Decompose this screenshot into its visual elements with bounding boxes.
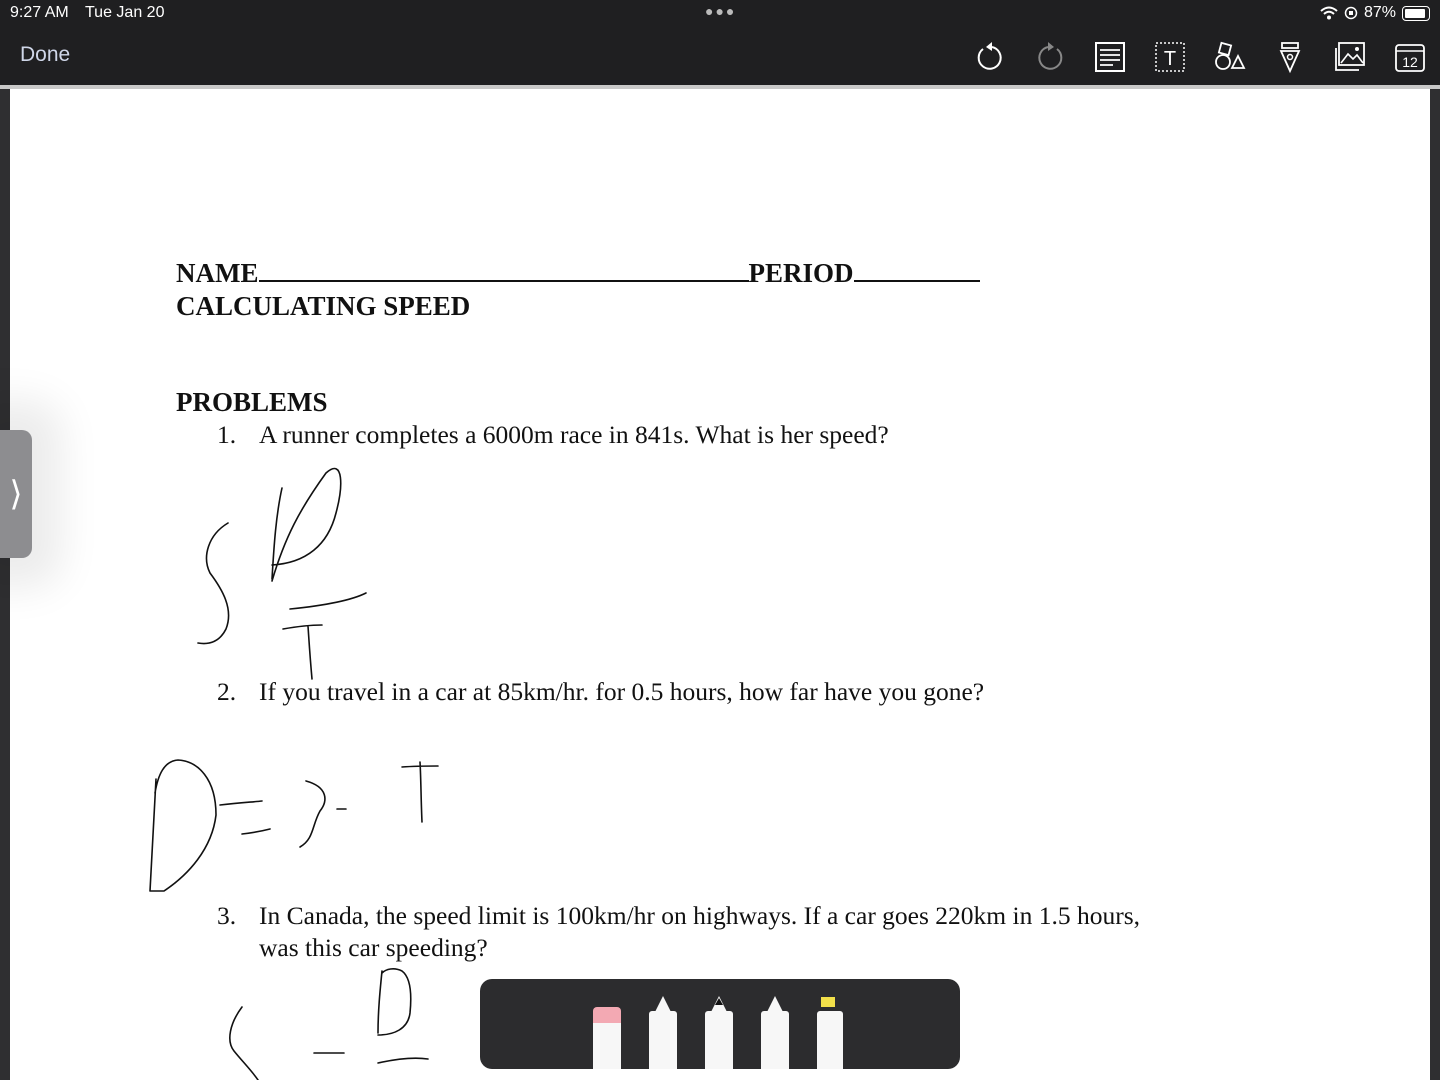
pen-white-2-tool[interactable] xyxy=(761,1011,789,1069)
ink-t-1 xyxy=(283,625,322,679)
highlighter-yellow-tool[interactable] xyxy=(817,1011,843,1069)
ink-s-3 xyxy=(230,1007,258,1080)
ink-s-2 xyxy=(300,781,325,847)
pen-button[interactable] xyxy=(1268,38,1312,76)
problem-3-text-line2: was this car speeding? xyxy=(259,933,488,962)
image-button[interactable] xyxy=(1328,38,1372,76)
page-count-icon xyxy=(1393,40,1427,74)
status-bar xyxy=(0,0,1440,28)
pen-palette xyxy=(480,979,960,1069)
ink-t-2 xyxy=(402,762,438,822)
orientation-lock-icon xyxy=(1344,6,1358,20)
ink-d-2 xyxy=(150,760,216,891)
eraser-tool[interactable] xyxy=(593,1009,621,1069)
ink-d-3 xyxy=(378,969,411,1035)
page-count-label: 12 xyxy=(1402,54,1418,70)
document-page[interactable] xyxy=(10,89,1430,1080)
status-time: 9:27 AM xyxy=(10,4,69,21)
toolbar-tools xyxy=(968,38,1432,76)
chevron-right-icon: ⟩ xyxy=(9,475,23,513)
ink-fraction-1 xyxy=(290,593,366,609)
status-right xyxy=(1320,4,1430,22)
shapes-button[interactable] xyxy=(1208,38,1252,76)
pen-white-tool[interactable] xyxy=(649,1011,677,1069)
battery-percent: 87% xyxy=(1363,4,1396,21)
pen-tip-icon xyxy=(767,996,783,1012)
app-toolbar xyxy=(0,28,1440,85)
text-box-button[interactable] xyxy=(1148,38,1192,76)
status-date: Tue Jan 20 xyxy=(85,4,165,21)
problem-2-text: If you travel in a car at 85km/hr. for 0.5 hours, how far have you gone? xyxy=(259,677,985,706)
eraser-cap-icon xyxy=(593,1007,621,1023)
pen-nib-icon xyxy=(1273,40,1307,74)
problem-1-text: A runner completes a 6000m race in 841s. What is her speed? xyxy=(259,420,889,449)
name-label: NAME xyxy=(176,258,259,288)
image-icon xyxy=(1333,40,1367,74)
problem-2-number: 2. xyxy=(217,677,237,706)
highlighter-tip-icon xyxy=(821,997,835,1007)
ink-d-1 xyxy=(272,469,341,581)
redo-button[interactable] xyxy=(1028,38,1072,76)
page-count-button[interactable] xyxy=(1388,38,1432,76)
wifi-icon xyxy=(1320,6,1338,20)
problem-3-text-line1: In Canada, the speed limit is 100km/hr on highways. If a car goes 220km in 1.5 hours, xyxy=(259,901,1141,930)
undo-icon xyxy=(973,40,1007,74)
pen-black-tip-icon xyxy=(715,998,723,1005)
pen-tip-icon xyxy=(655,996,671,1012)
done-button[interactable]: Done xyxy=(20,43,71,66)
handwriting-annotations xyxy=(10,89,1430,1080)
form-icon xyxy=(1093,40,1127,74)
ink-underline-3 xyxy=(378,1058,428,1063)
multitask-dots-icon[interactable]: ●●● xyxy=(705,3,737,19)
shapes-icon xyxy=(1213,40,1247,74)
form-button[interactable] xyxy=(1088,38,1132,76)
sidebar-toggle-button[interactable] xyxy=(0,430,32,558)
text-box-label: T xyxy=(1163,48,1177,70)
problem-1-number: 1. xyxy=(217,420,237,449)
ink-s-1 xyxy=(198,523,229,643)
ink-equals-2 xyxy=(220,801,270,834)
redo-icon xyxy=(1033,40,1067,74)
problem-3-number: 3. xyxy=(217,901,237,930)
battery-icon xyxy=(1402,6,1430,21)
pen-black-tool[interactable] xyxy=(705,1011,733,1069)
worksheet-title: CALCULATING SPEED xyxy=(176,291,471,321)
undo-button[interactable] xyxy=(968,38,1012,76)
section-heading: PROBLEMS xyxy=(176,387,328,417)
period-label: PERIOD xyxy=(748,258,854,288)
text-box-icon xyxy=(1153,40,1187,74)
